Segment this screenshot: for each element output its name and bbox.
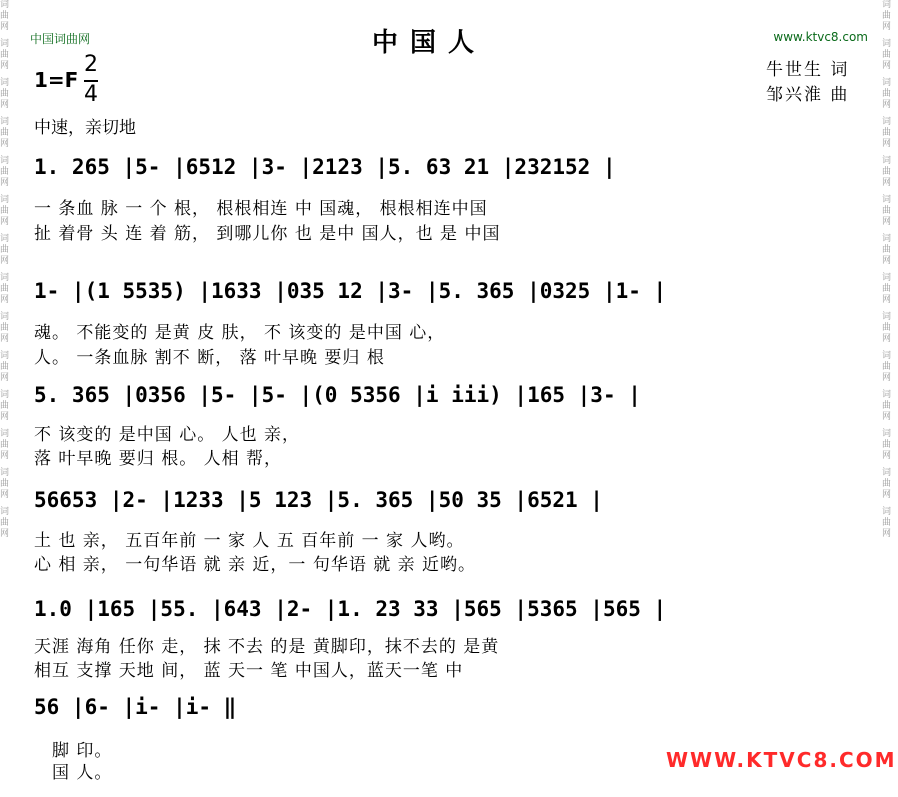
time-signature-top: 2 [84,52,98,77]
lyrics-row-4-verse-1: 土 也 亲， 五百年前 一 家 人 五 百年前 一 家 人哟。 [34,531,465,551]
lyrics-row-6-verse-1: 脚 印。 [52,741,113,761]
song-title: 中国人 [372,28,487,58]
notation-row-6: 56 |6- |i- |i- ‖ [34,695,237,719]
composer-credit: 邹兴淮 曲 [766,85,850,105]
notation-row-2: 1- |(1 5535) |1633 |035 12 |3- |5. 365 |0325 |1- | [34,279,667,303]
site-name-left[interactable]: 中国词曲网 [30,32,91,46]
lyrics-row-2-verse-1: 魂。 不能变的 是黄 皮 肤， 不 该变的 是中国 心， [34,323,446,343]
site-url-right[interactable]: www.ktvc8.com [773,30,868,44]
lyrics-row-4-verse-2: 心 相 亲， 一句华语 就 亲 近，一 句华语 就 亲 近哟。 [34,555,477,575]
lyrics-row-2-verse-2: 人。 一条血脉 割不 断， 落 叶早晚 要归 根 [34,348,385,368]
notation-row-5: 1.0 |165 |55. |643 |2- |1. 23 33 |565 |5365 |565 | [34,597,667,621]
lyrics-row-3-verse-1: 不 该变的 是中国 心。 人也 亲， [34,425,301,445]
lyrics-row-1-verse-1: 一 条血 脉 一 个 根， 根根相连 中 国魂， 根根相连中国 [34,199,488,219]
lyrics-row-5-verse-2: 相互 支撑 天地 间， 蓝 天一 笔 中国人，蓝天一笔 中 [34,661,464,681]
lyricist-credit: 牛世生 词 [766,60,850,80]
lyrics-row-3-verse-2: 落 叶早晚 要归 根。 人相 帮， [34,449,283,469]
notation-row-3: 5. 365 |0356 |5- |5- |(0 5356 |i iii) |165 |3- | [34,383,641,407]
key-signature: 1=F [34,68,79,92]
lyrics-row-1-verse-2: 扯 着骨 头 连 着 筋， 到哪儿你 也 是中 国人，也 是 中国 [34,224,501,244]
lyrics-row-5-verse-1: 天涯 海角 任你 走， 抹 不去 的是 黄脚印，抹不去的 是黄 [34,637,500,657]
notation-row-4: 56653 |2- |1233 |5 123 |5. 365 |50 35 |6521 | [34,488,603,512]
lyrics-row-6-verse-2: 国 人。 [52,763,113,783]
footer-site-url[interactable]: WWW.KTVC8.COM [666,748,897,772]
time-signature-bottom: 4 [84,82,98,107]
left-watermark: 词曲网 词曲网 词曲网 词曲网 词曲网 词曲网 词曲网 词曲网 词曲网 词曲网 词曲网 词曲网 词曲网 词曲网 [0,0,10,539]
notation-row-1: 1. 265 |5- |6512 |3- |2123 |5. 63 21 |232152 | [34,155,616,179]
tempo-marking: 中速，亲切地 [34,118,136,138]
right-watermark: 词曲网 词曲网 词曲网 词曲网 词曲网 词曲网 词曲网 词曲网 词曲网 词曲网 词曲网 词曲网 词曲网 词曲网 [882,0,892,539]
